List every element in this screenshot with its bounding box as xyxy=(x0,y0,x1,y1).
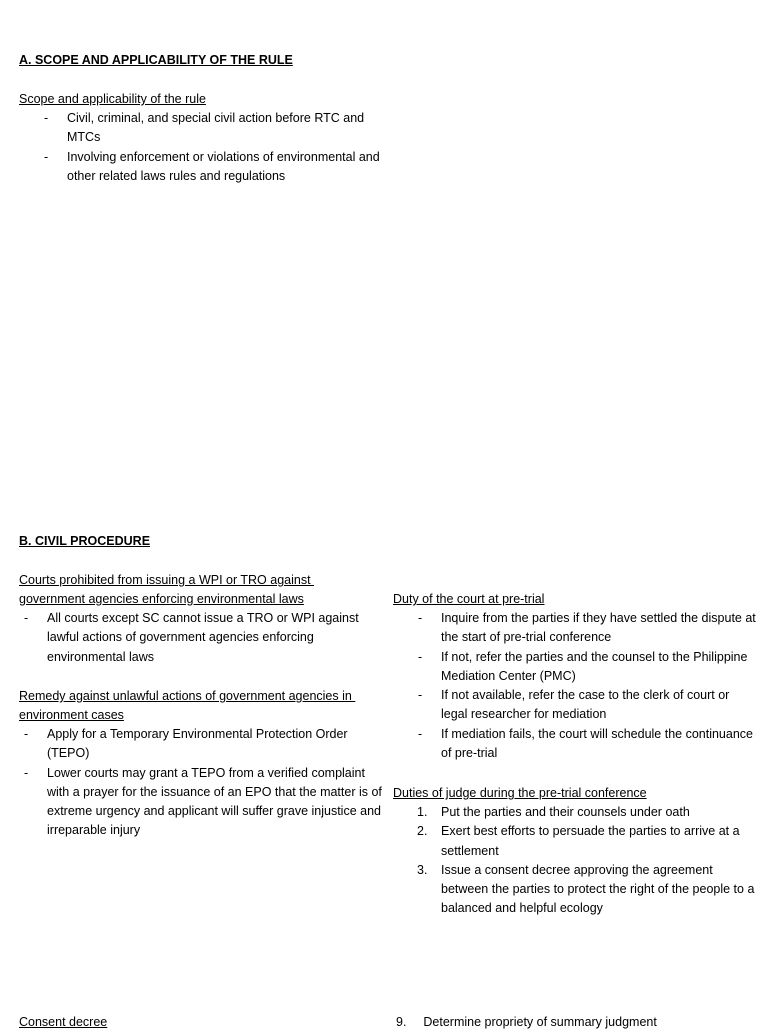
dash-marker: - xyxy=(418,649,423,664)
remedy-bullets xyxy=(24,725,383,841)
remedy-title-line2: environment cases xyxy=(19,708,124,722)
number-marker: 1. xyxy=(417,805,428,819)
dash-marker: - xyxy=(24,727,29,741)
duty-pretrial-bullets xyxy=(418,609,759,763)
list-item: - Civil, criminal, and special civil action before RTC and MTCs xyxy=(44,111,365,145)
duties-judge-list xyxy=(417,803,763,919)
list-item: - Lower courts may grant a TEPO from a verified complaint with a prayer for the issuance of an EPO that the matter is of extreme urgency and applicant will suffer grave injustice and irreparable injury xyxy=(24,765,382,838)
remedy-title-line1: Remedy against unlawful actions of government agencies in xyxy=(19,689,356,703)
dash-marker: - xyxy=(418,611,423,625)
list-item xyxy=(396,1013,657,1032)
number-marker: 2. xyxy=(417,824,428,839)
dash-marker: - xyxy=(44,111,49,125)
dash-marker: - xyxy=(44,149,49,164)
section-b-heading: B. CIVIL PROCEDURE xyxy=(19,534,151,548)
list-item: - All courts except SC cannot issue a TRO or WPI against lawful actions of government agencies enforcing environmental laws xyxy=(24,611,359,664)
duty-pretrial-title: Duty of the court at pre-trial xyxy=(393,592,545,606)
duties-judge-title: Duties of judge during the pre-trial conference xyxy=(393,786,647,800)
number-marker: 9. xyxy=(396,1015,407,1029)
list-item: - Involving enforcement or violations of environmental and other related laws rules and regulations xyxy=(44,149,380,183)
list-item: - Inquire from the parties if they have settled the dispute at the start of pre-trial conference xyxy=(418,611,756,645)
scope-bullet-list xyxy=(44,109,389,186)
scope-subheading: Scope and applicability of the rule xyxy=(19,92,206,106)
dash-marker: - xyxy=(418,726,423,741)
list-item: 3. Issue a consent decree approving the agreement between the parties to protect the right of the people to a balanced and helpful ecology xyxy=(417,862,755,916)
courts-prohibited-bullets xyxy=(24,609,379,667)
courts-prohibited-title-line1: Courts prohibited from issuing a WPI or TRO against xyxy=(19,573,315,587)
courts-prohibited-title-line2: government agencies enforcing environmental laws xyxy=(19,592,304,606)
list-item: - If not available, refer the case to the clerk of court or legal researcher for mediation xyxy=(418,688,730,722)
list-item: - If mediation fails, the court will schedule the continuance of pre-trial xyxy=(418,726,753,761)
list-item: 1. Put the parties and their counsels under oath xyxy=(441,803,763,822)
list-item: - If not, refer the parties and the counsel to the Philippine Mediation Center (PMC) xyxy=(418,649,748,683)
item-9-text: Determine propriety of summary judgment xyxy=(423,1015,657,1029)
consent-decree-title: Consent decree xyxy=(19,1015,108,1029)
list-item: 2. Exert best efforts to persuade the parties to arrive at a settlement xyxy=(417,824,740,858)
section-a-heading: A. SCOPE AND APPLICABILITY OF THE RULE xyxy=(19,53,293,67)
dash-marker: - xyxy=(24,611,29,625)
dash-marker: - xyxy=(24,765,29,780)
list-item: - Apply for a Temporary Environmental Protection Order (TEPO) xyxy=(24,727,348,761)
number-marker: 3. xyxy=(417,862,428,877)
dash-marker: - xyxy=(418,688,423,703)
